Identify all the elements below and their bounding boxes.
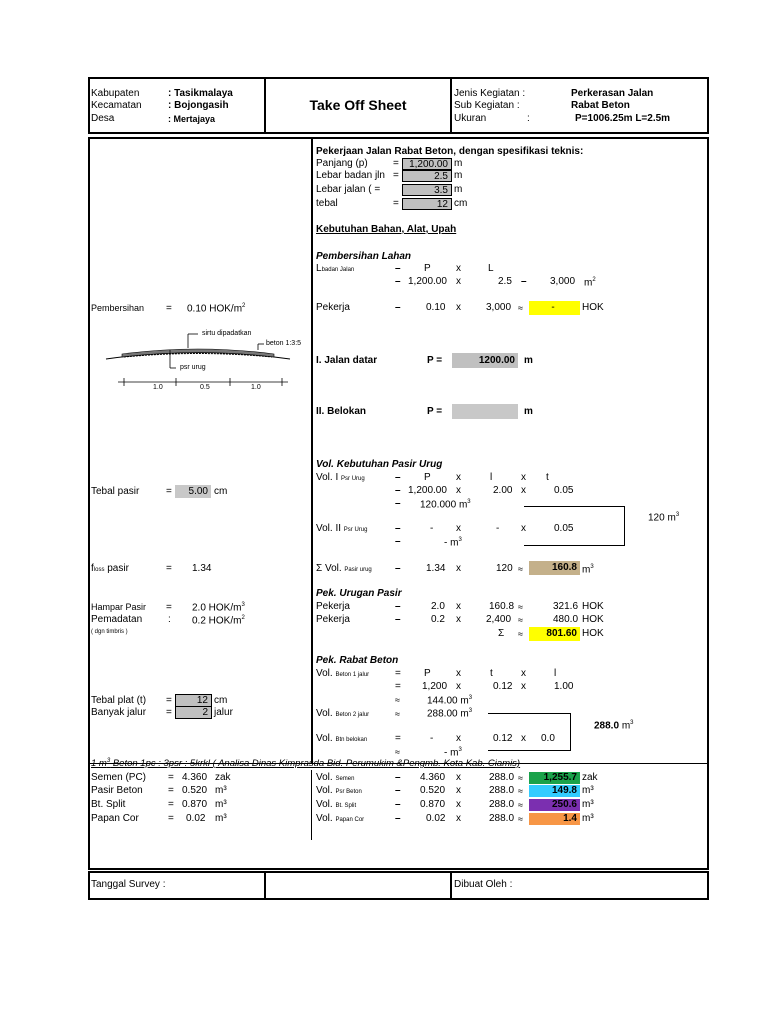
kecamatan-label: Kecamatan (91, 100, 142, 111)
mix-approx-semen: ≈ (518, 773, 523, 783)
pek-urugan-row2-label: Pekerja (316, 614, 350, 625)
spec-label-lebar-jalan: Lebar jalan ( = (316, 184, 381, 195)
desa-label: Desa (91, 113, 115, 124)
pek-urugan-row1-unit: HOK (582, 601, 604, 612)
mix-eq-pasir: = (168, 785, 174, 796)
pembersihan-dash-1: – (395, 263, 401, 274)
diagram-label-beton: beton 1:3:5 (266, 340, 302, 347)
pek-urugan-row1-qty: 160.8 (489, 601, 515, 612)
jalan-datar-p: P = (427, 355, 443, 366)
tebal-plat-unit: cm (214, 695, 228, 706)
mix-result-split: 250.6 (529, 799, 580, 811)
pekerja-x: x (456, 302, 461, 313)
pasir-v1-eq2: – (395, 485, 401, 496)
pasir-urug-heading: Vol. Kebutuhan Pasir Urug (316, 459, 443, 470)
rabat-heading: Pek. Rabat Beton (316, 655, 399, 666)
pekerja-hok: HOK (582, 302, 604, 313)
tanggal-survey-label: Tanggal Survey : (91, 879, 166, 890)
pekerja-qty: 3,000 (486, 302, 512, 313)
pek-urugan-sigma-unit: HOK (582, 628, 604, 639)
rabat-v1-x1: x (456, 681, 461, 692)
rabat-bracket-right (570, 713, 571, 751)
mix-approx-papan: ≈ (518, 814, 523, 824)
diagram-label-psr: psr urug (180, 364, 206, 371)
page-title: Take Off Sheet (309, 97, 407, 113)
floss-eq: = (166, 563, 172, 574)
header-divider-2 (450, 77, 452, 134)
diagram-dim-3: 1.0 (251, 384, 261, 391)
spec-eq-lebar-badan: = (393, 170, 399, 181)
pek-urugan-heading: Pek. Urugan Pasir (316, 588, 402, 599)
pek-urugan-row1-label: Pekerja (316, 601, 350, 612)
pek-urugan-row1-approx: ≈ (518, 602, 523, 612)
jalan-datar-unit: m (524, 355, 533, 366)
pasir-v1-eq: – (395, 472, 401, 483)
kabupaten-label: Kabupaten (91, 88, 140, 99)
mix-unit-split: m³ (215, 799, 227, 810)
mix-qty-semen: 288.0 (489, 772, 515, 783)
pembersihan-left-label: Pembersihan (91, 303, 145, 313)
pasir-v2-res: - $m^3$ (444, 537, 462, 549)
rabat-vb-x2: x (521, 733, 526, 744)
pasir-P: P (424, 472, 431, 483)
mix-unit-semen: zak (215, 772, 231, 783)
diagram-label-sirtu: sirtu dipadatkan (202, 330, 252, 337)
rabat-bracket-top (488, 713, 570, 714)
mix-vol-papan: Vol. Papan Cor (316, 813, 365, 824)
mix-dash-split: – (395, 799, 401, 810)
rabat-vb-a: - (430, 733, 434, 744)
floss-label: floss pasir (91, 563, 129, 574)
pasir-x1: x (456, 472, 461, 483)
pasir-bracket-bottom (524, 545, 624, 546)
rabat-approx2: ≈ (395, 709, 400, 719)
body-divider (311, 137, 313, 763)
rabat-approx3: ≈ (395, 747, 400, 757)
rabat-x1: x (456, 668, 461, 679)
rabat-vb-label: Vol. Btn belokan (316, 733, 368, 744)
mix-label-split: Bt. Split (91, 799, 126, 810)
mix-label-papan: Papan Cor (91, 813, 139, 824)
mix-dash-pasir: – (395, 785, 401, 796)
pek-urugan-row2-res: 480.0 (553, 614, 579, 625)
mix-coef2-split: 0.870 (420, 799, 446, 810)
mix-coef-pasir: 0.520 (182, 785, 208, 796)
tebal-plat-label: Tebal plat (t) (91, 695, 147, 706)
pek-urugan-row2-unit: HOK (582, 614, 604, 625)
pasir-v1-c: 0.05 (554, 485, 574, 496)
mix-vol-split: Vol. Bt. Split (316, 799, 357, 810)
diagram-dim-2: 0.5 (200, 384, 210, 391)
pembersihan-left-value: 0.10 HOK/$m^2$ (187, 303, 246, 315)
pek-urugan-sigma-result: 801.60 (529, 627, 580, 641)
mix-res-unit-pasir: m³ (582, 785, 594, 796)
mix-res-unit-split: m³ (582, 799, 594, 810)
pasir-sigma-a: 1.34 (426, 563, 446, 574)
rabat-total: 288.0 $m^3$ (594, 720, 634, 732)
pembersihan-val1: 1,200.00 (408, 276, 447, 287)
pasir-v1-eq3: – (395, 498, 401, 509)
spec-unit-lebar-jalan: m (454, 184, 463, 195)
hampar-value: 2.0 HOK/$m^3$ (192, 602, 245, 614)
belokan-unit: m (524, 406, 533, 417)
spec-value-lebar-jalan: 3.5 (402, 184, 452, 196)
rabat-v1-a: 1,200 (422, 681, 448, 692)
pek-urugan-sigma-approx: ≈ (518, 629, 523, 639)
mix-coef2-semen: 4.360 (420, 772, 446, 783)
mix-qty-pasir: 288.0 (489, 785, 515, 796)
rabat-l: l (554, 668, 557, 679)
spec-label-panjang: Panjang (p) (316, 158, 368, 169)
pasir-v1-x2: x (521, 485, 526, 496)
pasir-v2-a: - (430, 523, 434, 534)
pasir-total: 120 $m^3$ (648, 512, 680, 524)
pasir-l: l (490, 472, 493, 483)
pasir-sigma-eq: – (395, 563, 401, 574)
mix-result-papan: 1.4 (529, 813, 580, 825)
pasir-v2-eq2: – (395, 536, 401, 547)
rabat-vb-eq: = (395, 733, 401, 744)
mix-vol-semen: Vol. Semen (316, 772, 355, 783)
rabat-v1-c: 1.00 (554, 681, 574, 692)
pemadatan-value: 0.2 HOK/$m^2$ (192, 615, 245, 627)
pembersihan-dash-2: – (395, 276, 401, 287)
pekerja-label: Pekerja (316, 302, 350, 313)
mix-dash-semen: – (395, 772, 401, 783)
pasir-v2-label: Vol. II Psr Urug (316, 523, 368, 534)
footer-divider-1 (264, 871, 266, 900)
mix-label-pasir: Pasir Beton (91, 785, 143, 796)
pek-urugan-row2-qty: 2,400 (486, 614, 512, 625)
pembersihan-dash-3: – (521, 276, 527, 287)
mix-coef2-pasir: 0.520 (420, 785, 446, 796)
ukuran-colon: : (527, 113, 530, 124)
spec-eq-panjang: = (393, 158, 399, 169)
spec-label-tebal: tebal (316, 198, 338, 209)
mix-coef2-papan: 0.02 (426, 813, 446, 824)
mix-coef-papan: 0.02 (186, 813, 206, 824)
mix-res-unit-semen: zak (582, 772, 598, 783)
mix-label-semen: Semen (PC) (91, 772, 147, 783)
tebal-pasir-eq: = (166, 486, 172, 497)
jalan-datar-label: I. Jalan datar (316, 355, 378, 366)
pasir-bracket-top (524, 506, 624, 507)
pembersihan-left-eq: = (166, 303, 172, 314)
hampar-eq: = (166, 602, 172, 613)
jalur-eq: = (166, 707, 172, 718)
ukuran-label: Ukuran (454, 113, 487, 124)
pembersihan-val3: 3,000 (550, 276, 576, 287)
kebutuhan-heading: Kebutuhan Bahan, Alat, Upah (316, 224, 457, 235)
mix-result-pasir: 149.8 (529, 785, 580, 797)
rabat-v1-label: Vol. Beton 1 jalur (316, 668, 370, 679)
rabat-P: P (424, 668, 431, 679)
spec-unit-lebar-badan: m (454, 170, 463, 181)
pekerja-dash: – (395, 302, 401, 313)
hampar-label: Hampar Pasir (91, 602, 147, 612)
desa-value: : Mertajaya (168, 114, 216, 124)
rabat-eq2: = (395, 681, 401, 692)
mix-eq-papan: = (168, 813, 174, 824)
tebal-plat-value: 12 (175, 694, 212, 707)
pembersihan-L: L (488, 263, 494, 274)
rabat-v1-x2: x (521, 681, 526, 692)
mix-x-split: x (456, 799, 461, 810)
pemadatan-eq: : (168, 614, 171, 625)
footer-divider-2 (450, 871, 452, 900)
pembersihan-P: P (424, 263, 431, 274)
mix-unit-papan: m³ (215, 813, 227, 824)
ukuran-value: P=1006.25m L=2.5m (575, 113, 671, 124)
rabat-eq1: = (395, 668, 401, 679)
spec-heading: Pekerjaan Jalan Rabat Beton, dengan spesifikasi teknis: (316, 146, 584, 157)
pembersihan-val2: 2.5 (498, 276, 512, 287)
mix-unit-pasir: m³ (215, 785, 227, 796)
pasir-v1-a: 1,200.00 (408, 485, 447, 496)
dgn-timbris-note: ( dgn timbris ) (91, 629, 128, 635)
belokan-value (452, 404, 518, 419)
mix-eq-split: = (168, 799, 174, 810)
road-cross-section-diagram (98, 326, 298, 396)
tebal-plat-eq: = (166, 695, 172, 706)
mix-res-unit-papan: m³ (582, 813, 594, 824)
pasir-x2: x (521, 472, 526, 483)
pasir-sigma-unit: $m^3$ (582, 564, 594, 576)
floss-value: 1.34 (192, 563, 212, 574)
diagram-dim-1: 1.0 (153, 384, 163, 391)
mix-approx-split: ≈ (518, 800, 523, 810)
mix-x-papan: x (456, 813, 461, 824)
rabat-vb-b: 0.12 (493, 733, 513, 744)
pek-urugan-row1-x: x (456, 601, 461, 612)
rabat-vb-c: 0.0 (541, 733, 555, 744)
pasir-sigma-result: 160.8 (529, 561, 580, 575)
pasir-sigma-x: x (456, 563, 461, 574)
jalur-value: 2 (175, 706, 212, 719)
spec-eq-tebal: = (393, 198, 399, 209)
mix-dash-papan: – (395, 813, 401, 824)
pembersihan-heading: Pembersihan Lahan (316, 251, 412, 262)
jenis-value: Perkerasan Jalan (571, 88, 654, 99)
spec-unit-panjang: m (454, 158, 463, 169)
pembersihan-L-label: Lbadan Jalan (316, 263, 355, 274)
pasir-v2-b: - (496, 523, 500, 534)
pek-urugan-row1-coef: 2.0 (431, 601, 445, 612)
jenis-label: Jenis Kegiatan : (454, 88, 526, 99)
pasir-v2-c: 0.05 (554, 523, 574, 534)
mix-eq-semen: = (168, 772, 174, 783)
pek-urugan-row2-x: x (456, 614, 461, 625)
rabat-v1-b: 0.12 (493, 681, 513, 692)
rabat-t: t (490, 668, 493, 679)
mix-qty-papan: 288.0 (489, 813, 515, 824)
rabat-v2-res: 288.00 $m^3$ (427, 708, 473, 720)
tebal-pasir-unit: cm (214, 486, 228, 497)
kabupaten-value: : Tasikmalaya (168, 88, 233, 99)
mix-coef-split: 0.870 (182, 799, 208, 810)
pemadatan-label: Pemadatan (91, 614, 143, 625)
beton-mix-heading: 1 $m^3$ Beton 1pc : 3psr : 5krkl ( Analisa Dinas Kimprasda Bid. Perumukim &Pengmb. Kota Kab. Ciamis) (91, 758, 521, 770)
tebal-pasir-value: 5.00 (175, 485, 211, 498)
body-divider-lower (311, 770, 312, 840)
pasir-t: t (546, 472, 549, 483)
pekerja-coef: 0.10 (426, 302, 446, 313)
spec-unit-tebal: cm (454, 198, 468, 209)
pasir-v1-label: Vol. I Psr Urug (316, 472, 365, 483)
mix-x-pasir: x (456, 785, 461, 796)
pembersihan-x: x (456, 263, 461, 274)
pekerja-result: - (529, 301, 580, 315)
sub-value: Rabat Beton (571, 100, 630, 111)
mix-approx-pasir: ≈ (518, 786, 523, 796)
pek-urugan-row2-coef: 0.2 (431, 614, 445, 625)
spec-label-lebar-badan: Lebar badan jln (316, 170, 385, 181)
dibuat-oleh-label: Dibuat Oleh : (454, 879, 513, 890)
pasir-v2-x1: x (456, 523, 461, 534)
pek-urugan-row2-dash: – (395, 614, 401, 625)
belokan-label: II. Belokan (316, 406, 367, 417)
pasir-v2-x2: x (521, 523, 526, 534)
pasir-v2-eq: – (395, 523, 401, 534)
spec-value-panjang: 1,200.00 (402, 158, 452, 170)
pasir-v1-b: 2.00 (493, 485, 513, 496)
mix-qty-split: 288.0 (489, 799, 515, 810)
mix-vol-pasir: Vol. Psr Beton (316, 785, 362, 796)
pasir-sigma-approx: ≈ (518, 564, 523, 574)
pembersihan-x2: x (456, 276, 461, 287)
spec-value-lebar-badan: 2.5 (402, 170, 452, 182)
mix-result-semen: 1,255.7 (529, 772, 580, 784)
pasir-bracket-right (624, 506, 625, 546)
pekerja-approx: ≈ (518, 303, 523, 313)
rabat-vb-res: - $m^3$ (444, 747, 462, 759)
sub-label: Sub Kegiatan : (454, 100, 520, 111)
pek-urugan-row2-approx: ≈ (518, 615, 523, 625)
pasir-sigma-label: Σ Vol. Pasir urug (316, 563, 372, 574)
pasir-v1-res: 120.000 $m^3$ (420, 499, 471, 511)
rabat-x2: x (521, 668, 526, 679)
footer-frame (88, 871, 709, 900)
jalur-unit: jalur (214, 707, 233, 718)
mix-coef-semen: 4.360 (182, 772, 208, 783)
pek-urugan-row1-dash: – (395, 601, 401, 612)
jalur-label: Banyak jalur (91, 707, 147, 718)
rabat-v2-label: Vol. Beton 2 jalur (316, 708, 370, 719)
pasir-v1-x1: x (456, 485, 461, 496)
pek-urugan-row1-res: 321.6 (553, 601, 579, 612)
kecamatan-value: : Bojongasih (168, 100, 229, 111)
jalan-datar-value: 1200.00 (452, 353, 518, 368)
rabat-approx1: ≈ (395, 695, 400, 705)
mix-x-semen: x (456, 772, 461, 783)
pasir-sigma-b: 120 (496, 563, 513, 574)
spec-value-tebal: 12 (402, 198, 452, 210)
tebal-pasir-label: Tebal pasir (91, 486, 140, 497)
rabat-vb-x1: x (456, 733, 461, 744)
rabat-v1-res: 144.00 $m^3$ (427, 695, 473, 707)
belokan-p: P = (427, 406, 443, 417)
pek-urugan-sigma: Σ (498, 628, 505, 639)
rabat-bracket-bottom (488, 750, 570, 751)
pembersihan-m2: $m^2$ (584, 277, 596, 289)
